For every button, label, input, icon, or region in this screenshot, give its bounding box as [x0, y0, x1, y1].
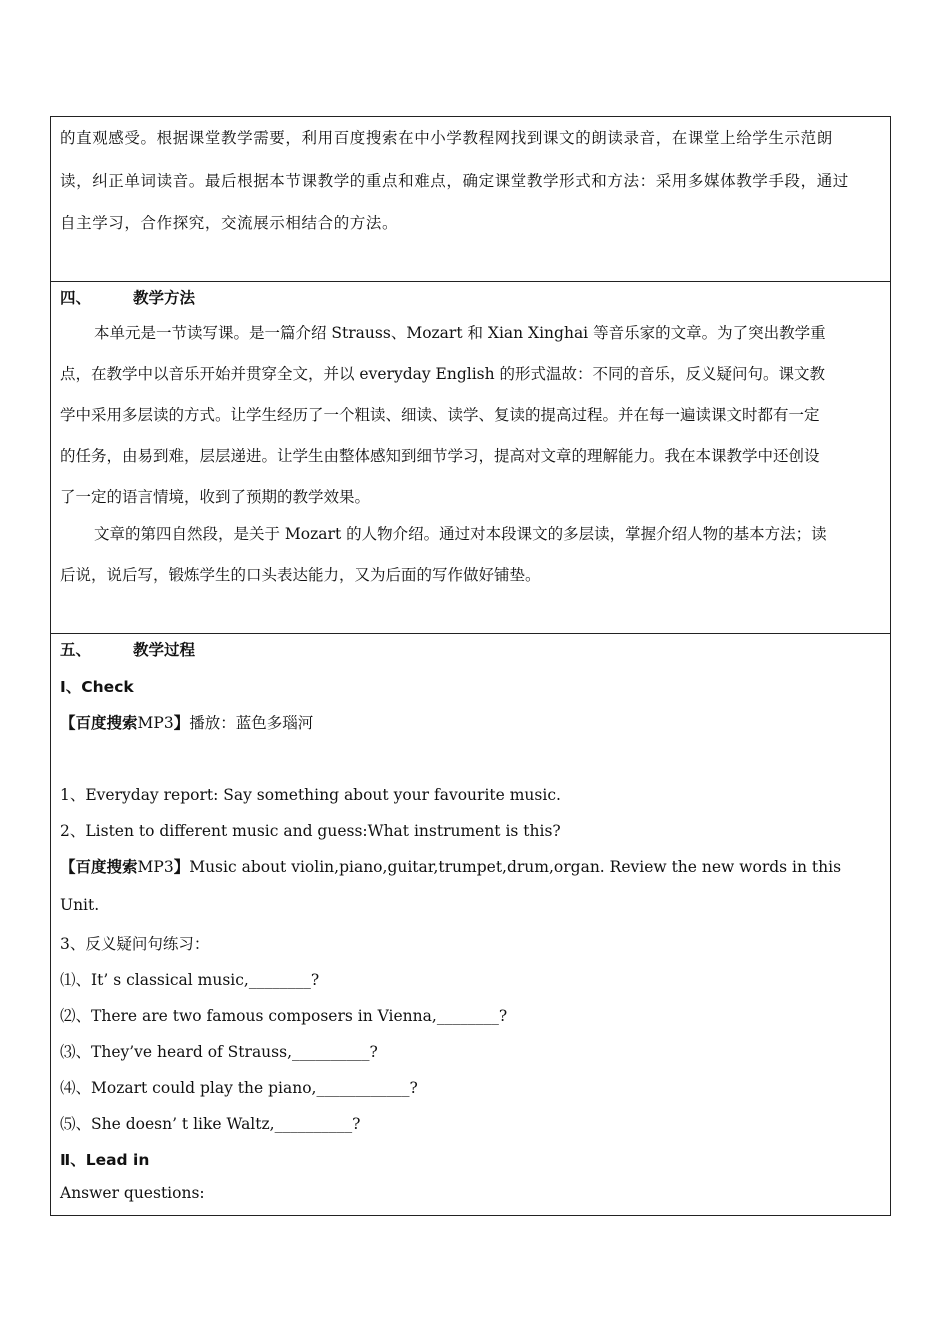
section3-line-2: 读，纠正单词读音。最后根据本节课教学的重点和难点，确定课堂教学形式和方法：采用多媒体教学手段，通过 [60, 172, 849, 190]
document-table [50, 116, 891, 1216]
mp3-line-1 [60, 711, 313, 733]
section4-heading [60, 286, 195, 308]
item-2: 2、Listen to different music and guess:What instrument is this? [60, 822, 561, 840]
baidu-search-tag-2: 【百度搜索 [60, 857, 138, 876]
section4-cell [51, 281, 890, 634]
mp3-label-1: MP3 [137, 714, 174, 732]
section3-line-1: 的直观感受。根据课堂教学需要，利用百度搜索在中小学教程网找到课文的朗读录音，在课堂上给学生示范朗 [60, 129, 833, 147]
question-1: ⑴、It’ s classical music,________? [60, 971, 320, 989]
mp3-line-2 [60, 855, 841, 877]
part2-title: Ⅱ、Lead in [60, 1151, 150, 1169]
question-5: ⑸、She doesn’ t like Waltz,__________? [60, 1115, 361, 1133]
baidu-search-close-1: 】 [173, 713, 190, 732]
section4-line-2: 点，在教学中以音乐开始并贯穿全文，并以 everyday English 的形式温故：不同的音乐，反义疑问句。课文教 [60, 365, 826, 383]
section5-title: 教学过程 [133, 641, 196, 659]
mp3-label-2: MP3 [137, 858, 174, 876]
question-3: ⑶、They’ve heard of Strauss,__________? [60, 1043, 378, 1061]
question-4: ⑷、Mozart could play the piano,____________? [60, 1079, 418, 1097]
section3-line-3: 自主学习，合作探究，交流展示相结合的方法。 [60, 214, 399, 232]
mp3-text-2: Music about violin,piano,guitar,trumpet,drum,organ. Review the new words in this [189, 858, 842, 876]
item-1: 1、Everyday report: Say something about your favourite music. [60, 786, 561, 804]
baidu-search-close-2: 】 [173, 857, 190, 876]
section4-line-1: 本单元是一节读写课。是一篇介绍 Strauss、Mozart 和 Xian Xinghai 等音乐家的文章。为了突出教学重 [94, 324, 826, 342]
section5-number: 五、 [60, 641, 92, 659]
baidu-search-tag-1: 【百度搜索 [60, 713, 138, 732]
section4-line-3: 学中采用多层读的方式。让学生经历了一个粗读、细读、读学、复读的提高过程。并在每一遍读课文时都有一定 [60, 406, 820, 424]
section4-title: 教学方法 [133, 289, 196, 307]
section5-cell [51, 633, 890, 1215]
section4-line-4: 的任务，由易到难，层层递进。让学生由整体感知到细节学习，提高对文章的理解能力。我在本课教学中还创设 [60, 447, 820, 465]
section5-heading [60, 638, 195, 660]
item-3: 3、反义疑问句练习： [60, 935, 210, 953]
mp3-text-1: 播放：蓝色多瑙河 [189, 714, 314, 732]
part1-title: Ⅰ、Check [60, 678, 134, 696]
section3-cell [51, 117, 890, 282]
section4-line-7: 后说，说后写，锻炼学生的口头表达能力，又为后面的写作做好铺垫。 [60, 566, 541, 584]
mp3-line-2-cont: Unit. [60, 896, 100, 914]
answer-questions: Answer questions: [60, 1184, 205, 1202]
section4-line-5: 了一定的语言情境，收到了预期的教学效果。 [60, 488, 371, 506]
section4-line-6: 文章的第四自然段，是关于 Mozart 的人物介绍。通过对本段课文的多层读，掌握介绍人物的基本方法；读 [94, 525, 827, 543]
section4-number: 四、 [60, 289, 92, 307]
question-2: ⑵、There are two famous composers in Vienna,________? [60, 1007, 508, 1025]
